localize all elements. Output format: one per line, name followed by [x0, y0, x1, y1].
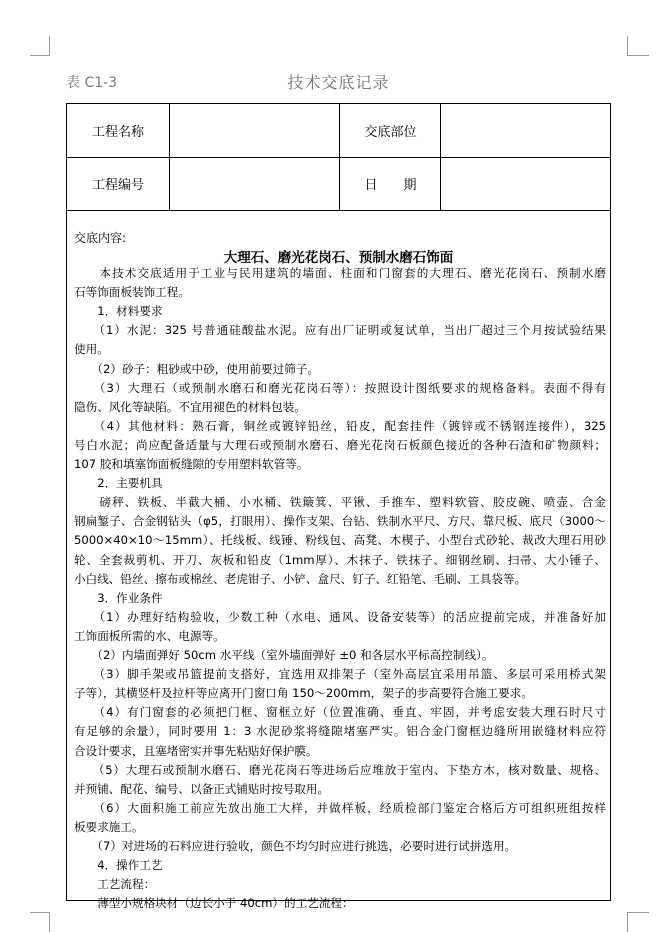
content-line: （4）有门窗套的必须把门框、窗框立好（位置准确、垂直、牢固，并考虑安装大理石时尺寸: [74, 705, 606, 720]
location-field[interactable]: [440, 104, 610, 157]
content-line: （5）大理石或预制水磨石、磨光花岗石等进场后应堆放于室内、下垫方木，核对数量、规格、: [74, 762, 606, 777]
content-line: 薄型小规格块材（边长小于 40cm）的工艺流程：: [74, 896, 354, 911]
content-line: （7）对进场的石料应进行验收，颜色不均匀时应进行挑选，必要时进行试拼选用。: [74, 839, 517, 853]
content-line: （3）大理石（或预制水磨石和磨光花岗石等）：按照设计图纸要求的规格备料。表面不得有: [74, 380, 606, 395]
content-line: 子等），其横竖杆及拉杆等应离开门窗口角 150～200mm，架子的步高要符合施工要求。: [74, 686, 533, 701]
content-line: （1）水泥：325 号普通硅酸盐水泥。应有出厂证明或复试单，当出厂超过三个月按试验结果: [74, 323, 606, 338]
content-line: （6）大面积施工前应先放出施工大样，并做样板，经质检部门鉴定合格后方可组织班组按样: [74, 800, 606, 815]
content-line: 4．操作工艺: [74, 858, 163, 873]
content-line: （4）其他材料：熟石膏，铜丝或镀锌铅丝，铅皮，配套挂件（镀锌或不锈钢连接件），325: [74, 418, 606, 433]
content-line: 使用。: [74, 342, 109, 357]
content-line: 磅秤、铁板、半截大桶、小水桶、铁簸箕、平锹、手推车、塑料软管、胶皮碗、喷壶、合金: [74, 495, 606, 510]
content-title: 大理石、磨光花岗石、预制水磨石饰面: [223, 250, 454, 266]
content-line: 合设计要求，且塞堵密实并事先粘贴好保护膜。: [74, 743, 318, 758]
content-label: 交底内容:: [74, 231, 127, 245]
content-line: 本技术交底适用于工业与民用建筑的墙面、柱面和门窗套的大理石、磨光花岗石、预制水磨: [74, 266, 606, 280]
content-line: 石等饰面板装饰工程。: [74, 285, 190, 300]
content-line: 钢扁錾子、合金钢钻头（φ5，打眼用）、操作支架、台钻、铁制水平尺、方尺、靠尺板、底尺（3000～: [74, 514, 606, 529]
location-label: 交底部位: [339, 104, 441, 157]
date-field[interactable]: [440, 157, 610, 210]
content-line: 1．材料要求: [74, 304, 163, 319]
content-line: （2）砂子：粗砂或中砂，使用前要过筛子。: [74, 361, 320, 376]
document-title: 技术交底记录: [287, 73, 390, 92]
content-line: 工饰面板所需的水、电源等。: [74, 628, 225, 643]
content-line: （2）内墙面弹好 50cm 水平线（室外墙面弹好 ±0 和各层水平标高控制线）。: [74, 648, 494, 662]
content-line: 并预铺、配花、编号、以备正式铺贴时按号取用。: [74, 781, 330, 796]
content-line: （1）办理好结构验收，少数工种（水电、通风、设备安装等）的活应提前完成，并准备好加: [74, 609, 606, 624]
page-header: [66, 70, 611, 94]
content-line: 板要求施工。: [74, 819, 144, 834]
content-line: 5000×40×10～15mm）、托线板、线锤、粉线包、高凳、木楔子、小型台式砂轮、裁改大理石用砂: [74, 533, 606, 548]
form-row-project-no: [67, 157, 610, 211]
content-line: 有足够的余量），同时要用 1：3 水泥砂浆将缝隙堵塞严实。铝合金门窗框边缝所用嵌缝材料应符: [74, 724, 606, 739]
content-line: （3）脚手架或吊篮提前支搭好，宜选用双排架子（室外高层宜采用吊篮、多层可采用桥式架: [74, 667, 606, 682]
content-line: 小白线、铅丝、擦布或棉丝、老虎钳子、小铲、盒尺、钉子、红铅笔、毛刷、工具袋等。: [74, 571, 527, 586]
form-number: 表 C1-3: [66, 75, 118, 91]
content-line: 轮、全套裁剪机、开刀、灰板和铅皮（1mm厚）、木抹子、铁抹子、细钢丝刷、扫帚、大小锤子、: [74, 552, 606, 567]
content-line: 工艺流程：: [74, 877, 156, 892]
content-line: 号白水泥；尚应配备适量与大理石或预制水磨石、磨光花岗石板颜色接近的各种石渣和矿物颜料；: [74, 437, 606, 452]
content-line: 2．主要机具: [74, 476, 163, 491]
project-name-label: 工程名称: [91, 125, 144, 140]
form-row-project-name: [67, 104, 610, 158]
content-line: 107 胶和填塞饰面板缝隙的专用塑料软管等。: [74, 457, 309, 471]
project-name-field[interactable]: [169, 104, 340, 157]
content-line: 隐伤、风化等缺陷。不宜用褪色的材料包装。: [74, 399, 306, 414]
content-line: 3．作业条件: [74, 590, 163, 605]
project-no-field[interactable]: [169, 157, 340, 210]
date-label: 日 期: [339, 157, 441, 210]
project-no-label: 工程编号: [91, 178, 144, 193]
